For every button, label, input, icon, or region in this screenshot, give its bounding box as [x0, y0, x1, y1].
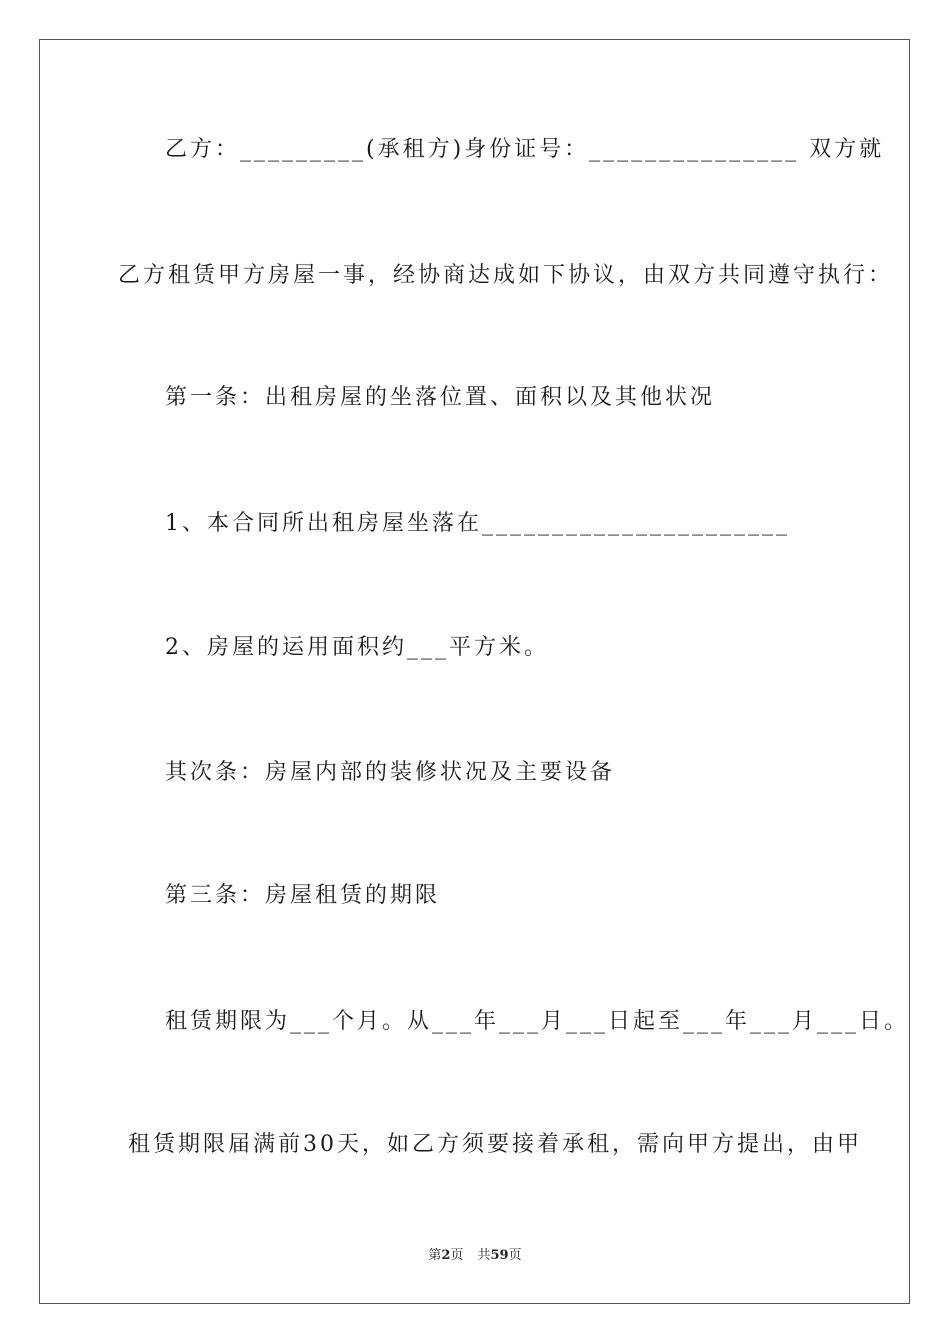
paragraph-lease-term: 租赁期限为___个月。从___年___月___日起至___年___月___日。: [165, 1009, 910, 1034]
paragraph-location: 1、本合同所出租房屋坐落在______________________: [165, 511, 790, 536]
footer-total-prefix: 共: [477, 1248, 491, 1263]
paragraph-area: 2、房屋的运用面积约___平方米。: [165, 635, 549, 660]
paragraph-renewal: 租赁期限届满前30天，如乙方须要接着承租，需向甲方提出，由甲: [128, 1132, 862, 1157]
page-border: [39, 39, 910, 1304]
page-footer: [0, 1247, 950, 1265]
heading-article-3: 第三条：房屋租赁的期限: [165, 883, 441, 908]
footer-total-suffix: 页: [508, 1248, 522, 1263]
paragraph-party-b: 乙方：_________(承租方)身份证号：_______________ 双方就: [165, 137, 885, 162]
footer-total-pages: 59: [490, 1248, 509, 1263]
footer-page-prefix: 第: [428, 1248, 442, 1263]
heading-article-2: 其次条：房屋内部的装修状况及主要设备: [165, 760, 616, 785]
footer-page-suffix: 页: [450, 1248, 464, 1263]
heading-article-1: 第一条：出租房屋的坐落位置、面积以及其他状况: [165, 385, 716, 410]
paragraph-agreement-intro: 乙方租赁甲方房屋一事，经协商达成如下协议，由双方共同遵守执行：: [118, 263, 894, 288]
footer-page-number: 2: [441, 1248, 451, 1263]
